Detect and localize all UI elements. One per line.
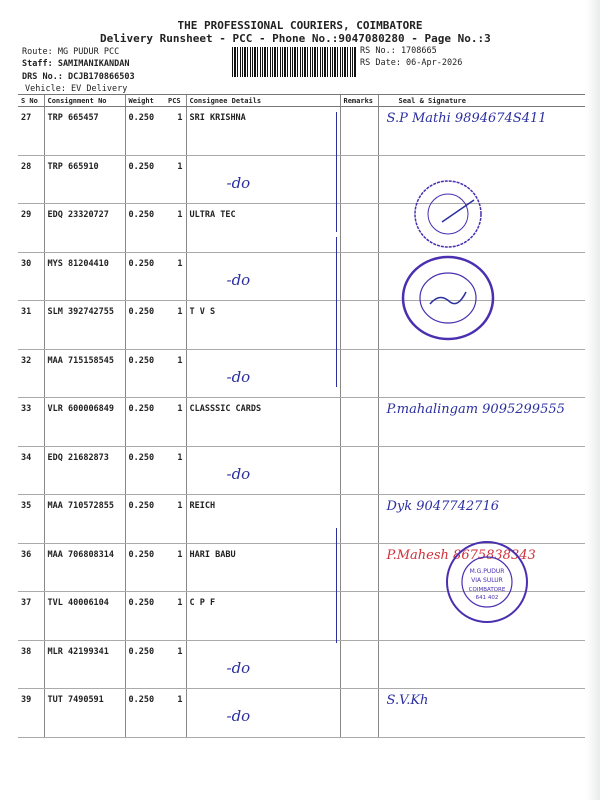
remarks xyxy=(340,543,378,592)
seal-signature xyxy=(378,107,585,156)
svg-text:VIA SULUR: VIA SULUR xyxy=(471,577,503,584)
sno: 38 xyxy=(18,640,44,689)
consignee-name: ULTRA TEC xyxy=(189,210,236,220)
remarks xyxy=(340,349,378,398)
pcs: 1 xyxy=(165,301,186,350)
seal-signature xyxy=(378,349,585,398)
table-row xyxy=(18,349,585,398)
remarks xyxy=(340,592,378,641)
sno: 35 xyxy=(18,495,44,544)
scan-edge xyxy=(586,0,600,800)
consignment-no: EDQ 21682873 xyxy=(44,446,125,495)
consignee xyxy=(186,592,340,641)
handwritten-signature: P.Mahesh 8675838343 xyxy=(386,547,536,563)
sno: 37 xyxy=(18,592,44,641)
svg-text:COIMBATORE: COIMBATORE xyxy=(468,587,506,593)
consignee xyxy=(186,301,340,350)
seal-signature xyxy=(378,495,585,544)
drs-no: DRS No.: DCJB170866503 xyxy=(22,72,135,82)
consignment-no: MAA 706808314 xyxy=(44,543,125,592)
weight: 0.250 xyxy=(125,689,165,738)
pcs: 1 xyxy=(165,543,186,592)
consignee-name: HARI BABU xyxy=(189,549,236,560)
ditto-mark: -do xyxy=(226,367,251,386)
pcs: 1 xyxy=(165,252,186,301)
ev-mobility-stamp xyxy=(400,254,496,342)
consignment-no: MAA 710572855 xyxy=(44,495,125,544)
sno: 29 xyxy=(18,204,44,253)
col-weight: Weight xyxy=(125,95,165,107)
consignee xyxy=(186,252,340,301)
weight: 0.250 xyxy=(125,155,165,204)
remarks xyxy=(340,640,378,689)
col-seal: Seal & Signature xyxy=(378,95,585,107)
consignee xyxy=(186,495,340,544)
weight: 0.250 xyxy=(125,640,165,689)
weight: 0.250 xyxy=(125,349,165,398)
table-row xyxy=(18,107,585,156)
runsheet-subtitle: Delivery Runsheet - PCC - Phone No.:9047080280 - Page No.:3 xyxy=(100,32,491,45)
sno: 34 xyxy=(18,446,44,495)
weight: 0.250 xyxy=(125,495,165,544)
pcs: 1 xyxy=(165,689,186,738)
sno: 33 xyxy=(18,398,44,447)
sno: 31 xyxy=(18,301,44,350)
sno: 28 xyxy=(18,155,44,204)
table-row xyxy=(18,640,585,689)
col-consignment: Consignment No xyxy=(44,95,125,107)
seal-signature xyxy=(378,446,585,495)
col-sno: S No xyxy=(18,95,44,107)
table-row xyxy=(18,689,585,738)
pcs: 1 xyxy=(165,592,186,641)
consignee-name: C P F xyxy=(189,598,216,608)
staff: Staff: SAMIMANIKANDAN xyxy=(22,59,130,69)
weight: 0.250 xyxy=(125,446,165,495)
pcs: 1 xyxy=(165,398,186,447)
table-row xyxy=(18,495,585,544)
consignee-name: CLASSSIC CARDS xyxy=(189,404,262,414)
consignment-no: EDQ 23320727 xyxy=(44,204,125,253)
remarks xyxy=(340,446,378,495)
col-remarks: Remarks xyxy=(340,95,378,107)
consignment-no: TUT 7490591 xyxy=(44,689,125,738)
weight: 0.250 xyxy=(125,301,165,350)
handwritten-signature: Dyk 9047742716 xyxy=(386,499,499,514)
handwritten-signature: S.P Mathi 9894674S411 xyxy=(386,111,547,126)
pcs: 1 xyxy=(165,107,186,156)
svg-text:M.G.PUDUR: M.G.PUDUR xyxy=(469,568,505,575)
remarks xyxy=(340,398,378,447)
consignment-no: TVL 40006104 xyxy=(44,592,125,641)
pioneer-fertilizers-stamp xyxy=(445,540,529,624)
table-row xyxy=(18,252,585,301)
ultratech-stamp xyxy=(412,178,484,250)
consignment-no: MYS 81204410 xyxy=(44,252,125,301)
remarks-brace xyxy=(336,237,337,387)
sno: 36 xyxy=(18,543,44,592)
pcs: 1 xyxy=(165,495,186,544)
consignee xyxy=(186,640,340,689)
ditto-mark: -do xyxy=(226,464,251,483)
ditto-mark: -do xyxy=(226,658,251,677)
sno: 30 xyxy=(18,252,44,301)
consignee-name: T V S xyxy=(189,307,216,317)
weight: 0.250 xyxy=(125,592,165,641)
sno: 32 xyxy=(18,349,44,398)
handwritten-signature: S.V.Kh xyxy=(386,693,429,708)
consignee xyxy=(186,689,340,738)
remarks xyxy=(340,252,378,301)
table-row xyxy=(18,155,585,204)
table-row xyxy=(18,204,585,253)
rs-date: RS Date: 06-Apr-2026 xyxy=(360,58,463,68)
pcs: 1 xyxy=(165,155,186,204)
rs-no: RS No.: 1708665 xyxy=(360,46,437,56)
remarks xyxy=(340,204,378,253)
remarks-brace xyxy=(336,528,337,643)
consignment-no: VLR 600006849 xyxy=(44,398,125,447)
remarks xyxy=(340,495,378,544)
runsheet-table xyxy=(18,94,585,738)
consignment-no: TRP 665910 xyxy=(44,155,125,204)
consignee xyxy=(186,543,340,592)
consignment-no: TRP 665457 xyxy=(44,107,125,156)
seal-signature xyxy=(378,689,585,738)
route: Route: MG PUDUR PCC xyxy=(22,47,120,57)
remarks-brace xyxy=(336,112,337,232)
table-row xyxy=(18,398,585,447)
remarks xyxy=(340,689,378,738)
remarks xyxy=(340,301,378,350)
weight: 0.250 xyxy=(125,107,165,156)
company-title: THE PROFESSIONAL COURIERS, COIMBATORE xyxy=(177,19,423,32)
barcode xyxy=(232,47,356,77)
pcs: 1 xyxy=(165,204,186,253)
table-header xyxy=(18,95,585,107)
remarks xyxy=(340,107,378,156)
consignment-no: MAA 715158545 xyxy=(44,349,125,398)
table-row xyxy=(18,446,585,495)
ditto-mark: -do xyxy=(226,707,251,725)
table-row xyxy=(18,301,585,350)
sno: 39 xyxy=(18,689,44,738)
pcs: 1 xyxy=(165,446,186,495)
seal-signature xyxy=(378,640,585,689)
col-consignee: Consignee Details xyxy=(186,95,340,107)
weight: 0.250 xyxy=(125,398,165,447)
weight: 0.250 xyxy=(125,252,165,301)
pcs: 1 xyxy=(165,349,186,398)
consignee-name: SRI KRISHNA xyxy=(189,113,246,123)
consignee xyxy=(186,446,340,495)
consignment-no: MLR 42199341 xyxy=(44,640,125,689)
ditto-mark: -do xyxy=(226,270,251,289)
consignment-no: SLM 392742755 xyxy=(44,301,125,350)
weight: 0.250 xyxy=(125,543,165,592)
consignee xyxy=(186,349,340,398)
consignee-name: REICH xyxy=(189,501,216,511)
seal-signature xyxy=(378,398,585,447)
col-pcs: PCS xyxy=(165,95,186,107)
handwritten-signature: P.mahalingam 9095299555 xyxy=(386,402,565,417)
consignee xyxy=(186,204,340,253)
consignee xyxy=(186,398,340,447)
remarks xyxy=(340,155,378,204)
ditto-mark: -do xyxy=(226,173,251,192)
svg-text:641 402: 641 402 xyxy=(475,595,499,601)
weight: 0.250 xyxy=(125,204,165,253)
consignee xyxy=(186,107,340,156)
pcs: 1 xyxy=(165,640,186,689)
sno: 27 xyxy=(18,107,44,156)
consignee xyxy=(186,155,340,204)
vehicle: Vehicle: EV Delivery xyxy=(25,84,128,94)
